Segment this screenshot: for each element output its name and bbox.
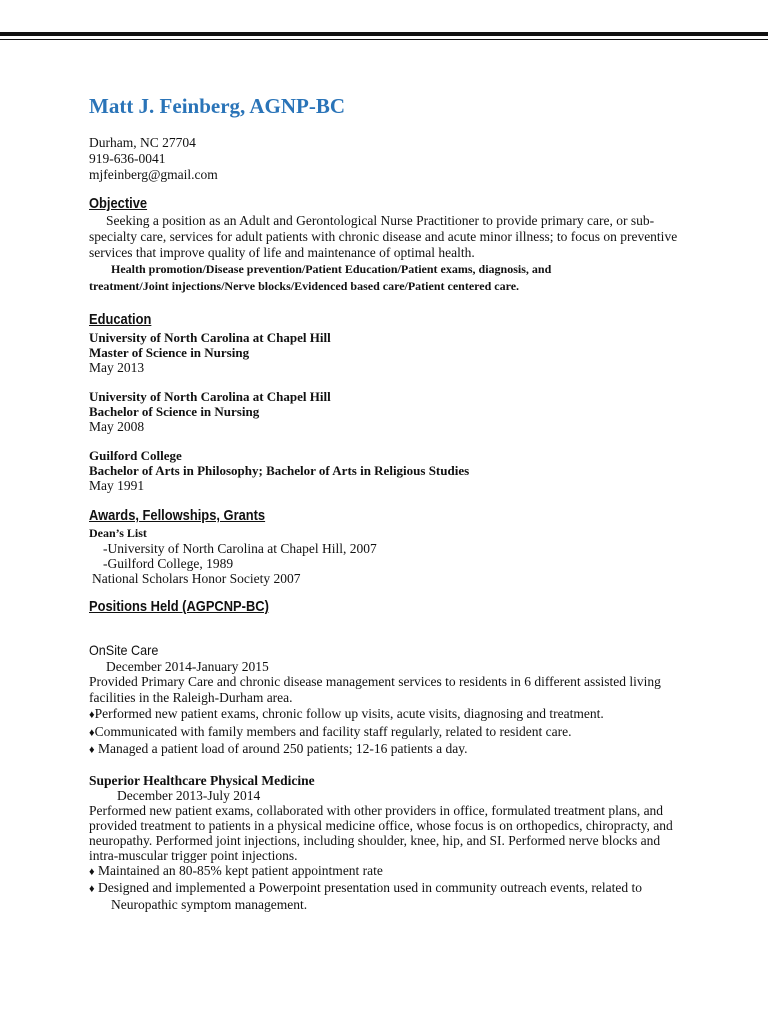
education-date: May 2013 — [89, 360, 145, 375]
positions-heading: Positions Held (AGPCNP-BC) — [89, 598, 269, 615]
candidate-name: Matt J. Feinberg, AGNP-BC — [89, 94, 346, 118]
bullet-diamond-icon: ♦ — [89, 882, 95, 895]
education-date: May 2008 — [89, 419, 145, 434]
job-bullet: ♦Communicated with family members and facility staff regularly, related to resident care. — [89, 723, 572, 739]
education-degree: Bachelor of Arts in Philosophy; Bachelor of Arts in Religious Studies — [89, 463, 470, 478]
address: Durham, NC 27704 — [89, 135, 196, 150]
education-heading-row — [89, 311, 689, 330]
education-entry — [89, 448, 689, 493]
bullet-diamond-icon: ♦ — [89, 726, 95, 739]
education-entry — [89, 330, 689, 375]
resume-page — [89, 92, 689, 912]
education-entry — [89, 389, 689, 434]
job-dates: December 2014-January 2015 — [106, 659, 269, 674]
education-date: May 1991 — [89, 478, 145, 493]
contact-block — [89, 135, 689, 183]
education-heading: Education — [89, 311, 152, 328]
job-title: Superior Healthcare Physical Medicine — [89, 772, 315, 788]
top-rule-thick — [0, 32, 768, 36]
objective-skills-line2: treatment/Joint injections/Nerve blocks/Evidenced based care/Patient centered care. — [89, 278, 520, 293]
email: mjfeinberg@gmail.com — [89, 167, 218, 182]
job-bullet: ♦ Managed a patient load of around 250 patients; 12-16 patients a day. — [89, 741, 468, 756]
award-item: -University of North Carolina at Chapel Hill, 2007 — [103, 541, 377, 556]
awards-heading-row — [89, 507, 689, 526]
job-title: OnSite Care — [89, 642, 159, 658]
education-degree: Master of Science in Nursing — [89, 345, 250, 360]
education-school: Guilford College — [89, 448, 182, 463]
deans-list-label: Dean’s List — [89, 526, 147, 540]
top-rule-thin — [0, 39, 768, 40]
education-school: University of North Carolina at Chapel Hill — [89, 389, 331, 404]
phone: 919-636-0041 — [89, 151, 166, 166]
job-bullet: ♦ Designed and implemented a Powerpoint presentation used in community outreach events, related to Neuropathic symptom management. — [89, 879, 642, 912]
awards-heading: Awards, Fellowships, Grants — [89, 507, 266, 524]
job-entry — [89, 642, 689, 759]
job-summary: Performed new patient exams, collaborated with other providers in office, formulated treatment plans, and provided treatment to patients in a physical medicine office, whose focus is on orthopedics, chiropracty, and neuropathy. Performed joint injections, including shoulder, knee, hip, and SI. Performed nerve blocks and intra-muscular trigger point injections. — [89, 802, 673, 863]
bullet-diamond-icon: ♦ — [89, 744, 95, 756]
job-summary: Provided Primary Care and chronic disease management services to residents in 6 different assisted living facilities in the Raleigh-Durham area. — [89, 674, 661, 705]
positions-heading-row — [89, 598, 689, 617]
job-bullet: ♦ Maintained an 80-85% kept patient appointment rate — [89, 862, 383, 878]
job-dates: December 2013-July 2014 — [117, 787, 261, 803]
education-degree: Bachelor of Science in Nursing — [89, 404, 260, 419]
education-school: University of North Carolina at Chapel Hill — [89, 330, 331, 345]
objective-text: Seeking a position as an Adult and Gerontological Nurse Practitioner to provide primary care, or sub-specialty care, services for adult patients with chronic disease and acute minor illness; to focus on preventive services that improve quality of life and maintenance of optimal health. — [89, 213, 678, 260]
objective-heading-row — [89, 195, 689, 213]
award-item: National Scholars Honor Society 2007 — [92, 571, 301, 586]
award-item: -Guilford College, 1989 — [103, 556, 234, 571]
bullet-diamond-icon: ♦ — [89, 865, 95, 878]
objective-heading: Objective — [89, 195, 148, 212]
objective-skills-line1: Health promotion/Disease prevention/Patient Education/Patient exams, diagnosis, and — [111, 262, 552, 276]
bullet-diamond-icon: ♦ — [89, 709, 95, 721]
job-bullet: ♦Performed new patient exams, chronic follow up visits, acute visits, diagnosing and treatment. — [89, 706, 604, 721]
job-entry — [89, 773, 689, 912]
